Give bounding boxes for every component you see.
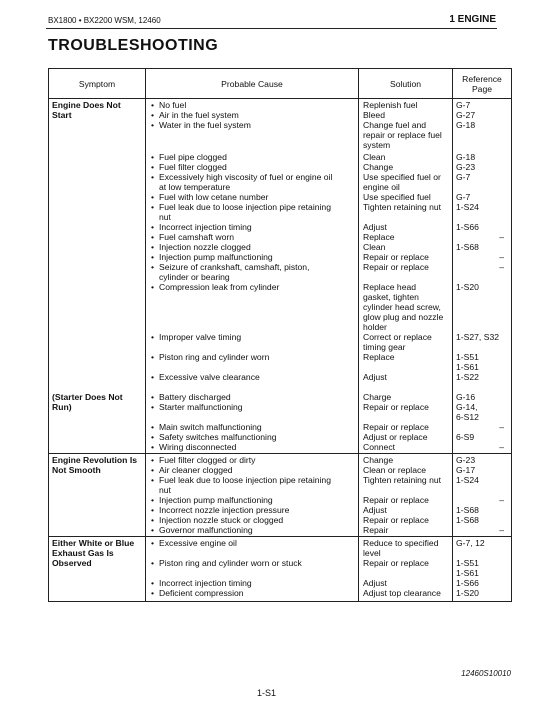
reference-text: 6-S9: [456, 432, 475, 442]
cause-text: • Compression leak from cylinder: [151, 282, 357, 292]
reference-text: 1-S68: [456, 515, 479, 525]
solution-text: Repair or replace: [363, 262, 429, 272]
reference-text: 1-S20: [456, 282, 479, 292]
cause-text: • Air cleaner clogged: [151, 465, 357, 475]
solution-text: Replace: [363, 232, 395, 242]
reference-text: –: [499, 252, 504, 262]
solution-cell: [359, 537, 453, 602]
col-reference-page: [453, 69, 512, 99]
table-row: [49, 537, 512, 602]
reference-text: –: [499, 442, 504, 452]
cause-text: • Fuel leak due to loose injection pipe retaining: [151, 202, 357, 212]
table-row: [49, 454, 512, 537]
reference-text: 1-S51: [456, 352, 479, 362]
cause-text: nut: [159, 212, 171, 222]
cause-text: • Injection nozzle stuck or clogged: [151, 515, 357, 525]
reference-text: –: [499, 262, 504, 272]
solution-text: Replenish fuel: [363, 100, 418, 110]
solution-text: Correct or replace: [363, 332, 432, 342]
symptom-text: Not Smooth: [52, 465, 101, 475]
cause-text: cylinder or bearing: [159, 272, 230, 282]
solution-text: Use specified fuel: [363, 192, 431, 202]
cause-text: • Starter malfunctioning: [151, 402, 357, 412]
cause-text: • Wiring disconnected: [151, 442, 357, 452]
reference-cell: [453, 151, 512, 383]
cause-text: • Fuel filter clogged or dirty: [151, 455, 357, 465]
troubleshooting-table-container: [48, 68, 511, 602]
symptom-text: Run): [52, 402, 72, 412]
solution-cell: [359, 391, 453, 454]
symptom-text: Engine Revolution Is: [52, 455, 137, 465]
reference-text: G-27: [456, 110, 476, 120]
symptom-text: Start: [52, 110, 72, 120]
solution-text: cylinder head screw,: [363, 302, 441, 312]
header-section-text: 1 ENGINE: [449, 14, 496, 25]
cause-text: • Fuel camshaft worn: [151, 232, 357, 242]
page-number: 1-S1: [256, 688, 276, 698]
reference-text: 1-S66: [456, 578, 479, 588]
solution-text: Clean or replace: [363, 465, 427, 475]
cause-text: • Air in the fuel system: [151, 110, 357, 120]
solution-text: repair or replace fuel: [363, 130, 442, 140]
solution-text: Reduce to specified: [363, 538, 439, 548]
solution-text: Change: [363, 455, 394, 465]
cause-text: • Excessively high viscosity of fuel or engine oil: [151, 172, 357, 182]
cause-text: • Seizure of crankshaft, camshaft, piston,: [151, 262, 357, 272]
col-page-label: Page: [471, 83, 493, 94]
solution-text: Tighten retaining nut: [363, 475, 442, 485]
cause-text: • Fuel leak due to loose injection pipe retaining: [151, 475, 357, 485]
solution-text: Repair or replace: [363, 422, 429, 432]
solution-text: Adjust: [363, 372, 387, 382]
reference-cell: [453, 537, 512, 602]
reference-text: –: [499, 525, 504, 535]
reference-text: 6-S12: [456, 412, 479, 422]
reference-text: 1-S61: [456, 568, 479, 578]
solution-text: Bleed: [363, 110, 385, 120]
cause-text: • Piston ring and cylinder worn: [151, 352, 357, 362]
reference-text: 1-S24: [456, 475, 479, 485]
reference-text: –: [499, 232, 504, 242]
solution-text: Replace head: [363, 282, 417, 292]
solution-text: Adjust or replace: [363, 432, 428, 442]
reference-text: 1-S66: [456, 222, 479, 232]
solution-cell: [359, 454, 453, 537]
reference-text: G-7: [456, 172, 471, 182]
document-id: 12460S10010: [461, 669, 511, 678]
reference-text: G-7, 12: [456, 538, 485, 548]
solution-text: gasket, tighten: [363, 292, 419, 302]
reference-text: G-7: [456, 100, 471, 110]
group-engine-does-not-start: [49, 99, 512, 454]
cause-text: • Battery discharged: [151, 392, 357, 402]
solution-cell: [359, 99, 453, 152]
cause-text: • Piston ring and cylinder worn or stuck: [151, 558, 357, 568]
reference-text: G-23: [456, 162, 476, 172]
reference-text: 1-S24: [456, 202, 479, 212]
reference-text: 1-S27, S32: [456, 332, 499, 342]
table-header-row: [49, 69, 512, 99]
cause-cell: [146, 151, 359, 383]
solution-text: Use specified fuel or: [363, 172, 441, 182]
cause-text: nut: [159, 485, 171, 495]
symptom-text: (Starter Does Not: [52, 392, 123, 402]
cause-text: • Injection nozzle clogged: [151, 242, 357, 252]
solution-text: Repair or replace: [363, 495, 429, 505]
cause-text: • Deficient compression: [151, 588, 357, 598]
solution-text: Change fuel and: [363, 120, 427, 130]
solution-text: Repair or replace: [363, 515, 429, 525]
reference-text: G-23: [456, 455, 476, 465]
reference-text: G-14,: [456, 402, 478, 412]
reference-text: 1-S68: [456, 505, 479, 515]
symptom-cell: [49, 537, 146, 602]
col-reference-label: Reference: [462, 73, 502, 84]
solution-text: system: [363, 140, 391, 150]
group-white-blue-exhaust: [49, 537, 512, 602]
reference-text: 1-S22: [456, 372, 479, 382]
solution-text: Repair or replace: [363, 558, 429, 568]
symptom-text: Either White or Blue: [52, 538, 135, 548]
cause-text: • Excessive valve clearance: [151, 372, 357, 382]
page-title: TROUBLESHOOTING: [48, 37, 219, 54]
symptom-cell: [49, 99, 146, 152]
cause-text: • Main switch malfunctioning: [151, 422, 357, 432]
reference-text: G-18: [456, 120, 476, 130]
reference-text: –: [499, 422, 504, 432]
symptom-cell: [49, 391, 146, 454]
cause-text: • Water in the fuel system: [151, 120, 357, 130]
header-model-text: BX1800 • BX2200 WSM, 12460: [48, 16, 161, 25]
cause-cell: [146, 99, 359, 152]
cause-text: at low temperature: [159, 182, 231, 192]
solution-text: Repair or replace: [363, 402, 429, 412]
solution-text: Charge: [363, 392, 392, 402]
reference-text: G-16: [456, 392, 476, 402]
solution-text: Repair or replace: [363, 252, 429, 262]
cause-text: • Injection pump malfunctioning: [151, 495, 357, 505]
symptom-text: Exhaust Gas Is: [52, 548, 114, 558]
cause-cell: [146, 454, 359, 537]
cause-text: • Incorrect injection timing: [151, 222, 357, 232]
solution-text: Connect: [363, 442, 396, 452]
symptom-text: Engine Does Not: [52, 100, 121, 110]
reference-text: 1-S61: [456, 362, 479, 372]
table-row: [49, 99, 512, 152]
table-row: [49, 151, 512, 383]
reference-text: 1-S68: [456, 242, 479, 252]
cause-text: • Incorrect injection timing: [151, 578, 357, 588]
reference-text: G-7: [456, 192, 471, 202]
solution-text: timing gear: [363, 342, 406, 352]
reference-cell: [453, 391, 512, 454]
symptom-text: Observed: [52, 558, 92, 568]
solution-text: Adjust: [363, 505, 387, 515]
cause-text: • Governor malfunctioning: [151, 525, 357, 535]
solution-text: Clean: [363, 152, 386, 162]
solution-text: Change: [363, 162, 394, 172]
cause-cell: [146, 391, 359, 454]
reference-text: 1-S20: [456, 588, 479, 598]
reference-text: –: [499, 495, 504, 505]
solution-text: level: [363, 548, 381, 558]
cause-text: • Improper valve timing: [151, 332, 357, 342]
solution-text: holder: [363, 322, 387, 332]
solution-text: Replace: [363, 352, 395, 362]
solution-text: Adjust: [363, 222, 387, 232]
table-row: [49, 391, 512, 454]
solution-text: Adjust: [363, 578, 387, 588]
reference-text: G-17: [456, 465, 476, 475]
cause-text: • Fuel filter clogged: [151, 162, 357, 172]
col-symptom: Symptom: [49, 69, 146, 99]
cause-text: • Excessive engine oil: [151, 538, 357, 548]
troubleshooting-table: [48, 68, 512, 602]
solution-text: engine oil: [363, 182, 400, 192]
solution-text: glow plug and nozzle: [363, 312, 444, 322]
header-rule: [46, 28, 497, 29]
reference-text: 1-S51: [456, 558, 479, 568]
cause-text: • Incorrect nozzle injection pressure: [151, 505, 357, 515]
cause-text: • Injection pump malfunctioning: [151, 252, 357, 262]
cause-cell: [146, 537, 359, 602]
cause-text: • Fuel with low cetane number: [151, 192, 357, 202]
solution-cell: [359, 151, 453, 383]
col-solution: Solution: [359, 69, 453, 99]
solution-text: Tighten retaining nut: [363, 202, 442, 212]
reference-cell: [453, 99, 512, 152]
cause-text: • No fuel: [151, 100, 357, 110]
solution-text: Clean: [363, 242, 386, 252]
solution-text: Repair: [363, 525, 389, 535]
cause-text: • Safety switches malfunctioning: [151, 432, 357, 442]
cause-text: • Fuel pipe clogged: [151, 152, 357, 162]
reference-text: G-18: [456, 152, 476, 162]
solution-text: Adjust top clearance: [363, 588, 441, 598]
col-probable-cause: Probable Cause: [146, 69, 359, 99]
reference-cell: [453, 454, 512, 537]
symptom-cell: [49, 454, 146, 537]
group-engine-revolution-not-smooth: [49, 454, 512, 537]
